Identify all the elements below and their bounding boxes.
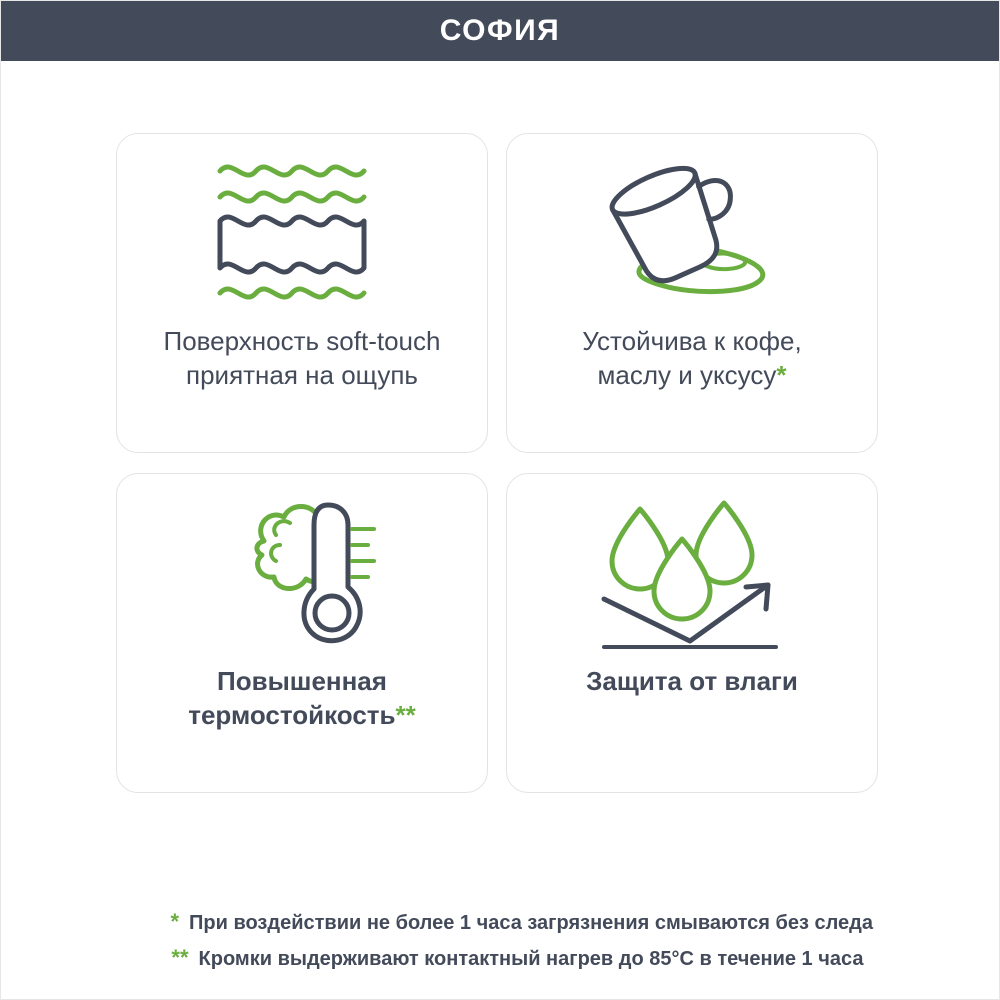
feature-label-line1: Поверхность soft-touch	[163, 326, 441, 356]
feature-card-moisture-protection[interactable]	[506, 473, 878, 793]
page-header	[1, 1, 999, 61]
feature-label-line2: маслу и уксусу	[597, 360, 777, 390]
feature-label-moisture-protection	[568, 664, 816, 698]
feature-card-heat-resistant[interactable]	[116, 473, 488, 793]
feature-label-heat-resistant	[170, 664, 434, 732]
page-title: СОФИЯ	[439, 14, 561, 47]
footnotes-section	[1, 909, 999, 971]
feature-label-stain-resistant	[564, 324, 819, 392]
footnote-item	[127, 909, 873, 935]
feature-label-soft-touch	[146, 324, 459, 392]
feature-label-line1: Устойчива к кофе,	[582, 326, 802, 356]
footnote-marker-double-star: **	[171, 945, 189, 970]
feature-label-line2: термостойкость	[188, 700, 396, 730]
footnote-text: При воздействии не более 1 часа загрязнения смываются без следа	[189, 912, 873, 934]
feature-card-soft-touch[interactable]	[116, 133, 488, 453]
feature-card-stain-resistant[interactable]	[506, 133, 878, 453]
feature-label-line1: Повышенная	[217, 666, 387, 696]
thermometer-heat-icon	[117, 474, 487, 664]
footnote-item	[137, 945, 864, 971]
footnote-text: Кромки выдерживают контактный нагрев до 85°C в течение 1 часа	[198, 948, 864, 970]
spilled-cup-icon	[507, 134, 877, 324]
water-drops-repel-icon	[507, 474, 877, 664]
footnote-marker: **	[395, 700, 416, 730]
footnote-marker: *	[776, 360, 787, 390]
feature-card-grid	[116, 133, 884, 803]
footnote-marker-single-star: *	[170, 909, 179, 934]
wavy-surface-icon	[117, 134, 487, 324]
feature-label-line2: приятная на ощупь	[186, 360, 418, 390]
feature-label-line1: Защита от влаги	[586, 666, 798, 696]
